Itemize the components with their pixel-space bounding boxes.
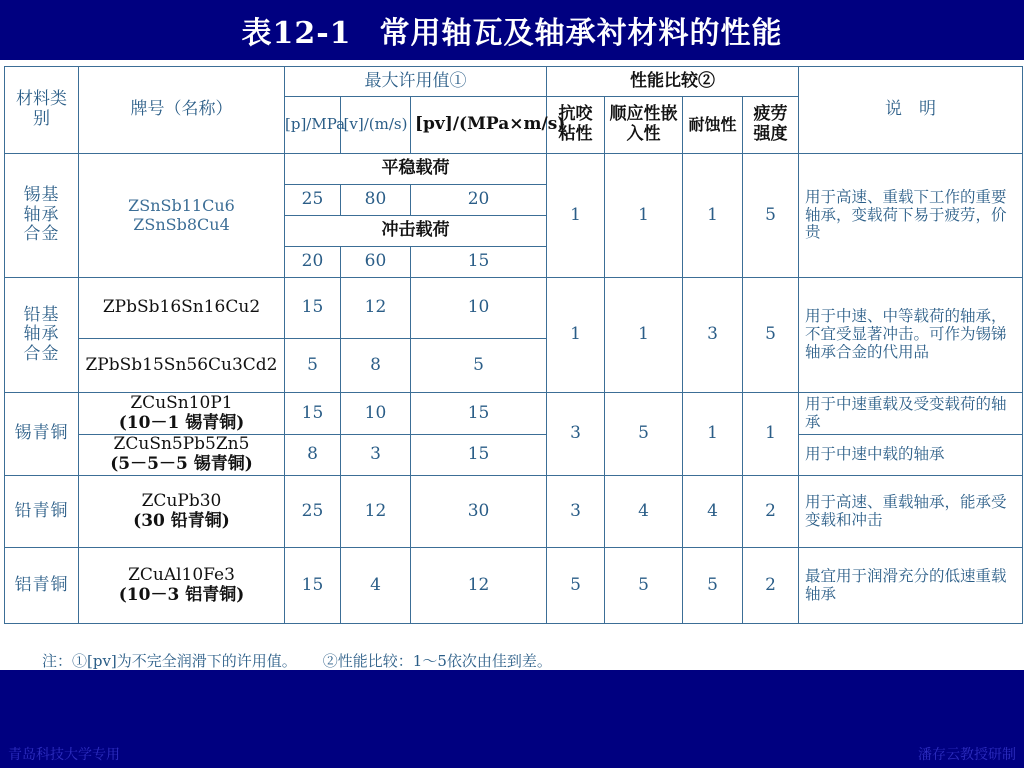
perf-anti-seizure: 3 — [547, 393, 605, 476]
footnote-2: ②性能比较：1～5依次由佳到差。 — [322, 652, 552, 670]
perf-corrosion: 3 — [683, 278, 743, 393]
value-pv: 30 — [411, 476, 547, 548]
footnote-1: 注：①[pv]为不完全润滑下的许用值。 — [42, 652, 297, 670]
header-max-allowed: 最大许用值① — [285, 67, 547, 97]
value-v: 12 — [341, 278, 411, 339]
header-p: [p]/MPa — [285, 97, 341, 154]
grade-name: (30 铅青铜) — [133, 510, 230, 531]
grade-tin-bronze-1 — [79, 393, 285, 435]
grade-code: ZCuSn5Pb5Zn5 — [113, 434, 250, 455]
table-row — [5, 476, 1023, 548]
category-tin-babbitt: 锡基轴承合金 — [5, 154, 79, 278]
header-conformability: 顺应性嵌入性 — [605, 97, 683, 154]
steady-load-label: 平稳载荷 — [285, 154, 547, 185]
header-remark: 说 明 — [799, 67, 1023, 154]
category-lead-bronze: 铅青铜 — [5, 476, 79, 548]
category-lead-babbitt: 铅基轴承合金 — [5, 278, 79, 393]
table-number: 表12-1 — [241, 16, 352, 51]
value-pv: 12 — [411, 548, 547, 624]
grade-lead-bronze — [79, 476, 285, 548]
perf-conformability: 1 — [605, 278, 683, 393]
remark: 用于中速重载及受变载荷的轴承 — [799, 393, 1023, 435]
value-v: 4 — [341, 548, 411, 624]
header-row-1 — [5, 67, 1023, 97]
grade-code: ZCuPb30 — [141, 490, 222, 511]
header-corrosion: 耐蚀性 — [683, 97, 743, 154]
grade-code: ZCuSn10P1 — [130, 392, 233, 413]
value-pv: 15 — [411, 393, 547, 435]
grade-code: ZCuAl10Fe3 — [128, 564, 235, 585]
perf-corrosion: 1 — [683, 154, 743, 278]
value-v: 80 — [341, 185, 411, 216]
perf-corrosion: 4 — [683, 476, 743, 548]
value-v: 10 — [341, 393, 411, 435]
perf-anti-seizure: 5 — [547, 548, 605, 624]
grade-code: ZSnSb8Cu4 — [133, 214, 230, 234]
grade-name: (5－5－5 锡青铜) — [110, 454, 253, 474]
perf-anti-seizure: 1 — [547, 154, 605, 278]
header-grade: 牌号（名称） — [79, 67, 285, 154]
perf-conformability: 4 — [605, 476, 683, 548]
header-fatigue: 疲劳强度 — [743, 97, 799, 154]
perf-fatigue: 5 — [743, 154, 799, 278]
remark: 用于中速中载的轴承 — [799, 435, 1023, 476]
perf-fatigue: 1 — [743, 393, 799, 476]
grade-tin-bronze-2 — [79, 435, 285, 476]
category-al-bronze: 铝青铜 — [5, 548, 79, 624]
remark: 用于中速、中等载荷的轴承，不宜受显著冲击。可作为锡锑轴承合金的代用品 — [799, 278, 1023, 393]
grade-code: ZPbSb16Sn16Cu2 — [79, 278, 285, 339]
grade-tin-babbitt — [79, 154, 285, 278]
table-row — [5, 548, 1023, 624]
value-p: 5 — [285, 339, 341, 393]
header-pv: [pv]/(MPa×m/s) — [411, 97, 547, 154]
header-material-type: 材料类别 — [5, 67, 79, 154]
perf-anti-seizure: 1 — [547, 278, 605, 393]
grade-name: (10－1 锡青铜) — [118, 412, 245, 433]
value-p: 15 — [285, 278, 341, 339]
value-p: 15 — [285, 548, 341, 624]
footer-left: 青岛科技大学专用 — [8, 747, 120, 763]
perf-fatigue: 5 — [743, 278, 799, 393]
value-v: 3 — [341, 435, 411, 476]
perf-conformability: 5 — [605, 393, 683, 476]
table-row — [5, 278, 1023, 339]
value-p: 25 — [285, 185, 341, 216]
perf-anti-seizure: 3 — [547, 476, 605, 548]
perf-corrosion: 1 — [683, 393, 743, 476]
value-pv: 15 — [411, 435, 547, 476]
header-anti-seizure: 抗咬粘性 — [547, 97, 605, 154]
table-row — [5, 435, 1023, 476]
perf-conformability: 5 — [605, 548, 683, 624]
value-p: 15 — [285, 393, 341, 435]
perf-conformability: 1 — [605, 154, 683, 278]
perf-fatigue: 2 — [743, 476, 799, 548]
perf-corrosion: 5 — [683, 548, 743, 624]
remark: 用于高速、重载轴承，能承受变载和冲击 — [799, 476, 1023, 548]
value-p: 25 — [285, 476, 341, 548]
remark: 用于高速、重载下工作的重要轴承，变载荷下易于疲劳，价贵 — [799, 154, 1023, 278]
grade-name: (10－3 铝青铜) — [118, 584, 245, 605]
remark: 最宜用于润滑充分的低速重载轴承 — [799, 548, 1023, 624]
impact-load-label: 冲击载荷 — [285, 216, 547, 247]
table-container — [0, 60, 1024, 670]
value-pv: 10 — [411, 278, 547, 339]
footnote — [42, 650, 578, 671]
value-p: 8 — [285, 435, 341, 476]
grade-code: ZPbSb15Sn56Cu3Cd2 — [79, 339, 285, 393]
materials-table — [4, 66, 1023, 624]
header-perf-compare: 性能比较② — [547, 67, 799, 97]
table-title: 常用轴瓦及轴承衬材料的性能 — [379, 16, 783, 51]
value-pv: 20 — [411, 185, 547, 216]
header-v: [v]/(m/s) — [341, 97, 411, 154]
table-row — [5, 154, 1023, 185]
value-v: 60 — [341, 247, 411, 278]
value-v: 8 — [341, 339, 411, 393]
value-pv: 5 — [411, 339, 547, 393]
table-row — [5, 393, 1023, 435]
footer-right: 潘存云教授研制 — [918, 747, 1016, 763]
grade-al-bronze — [79, 548, 285, 624]
category-tin-bronze: 锡青铜 — [5, 393, 79, 476]
page-title — [0, 0, 1024, 60]
perf-fatigue: 2 — [743, 548, 799, 624]
value-v: 12 — [341, 476, 411, 548]
grade-code: ZSnSb11Cu6 — [128, 196, 235, 216]
value-p: 20 — [285, 247, 341, 278]
value-pv: 15 — [411, 247, 547, 278]
